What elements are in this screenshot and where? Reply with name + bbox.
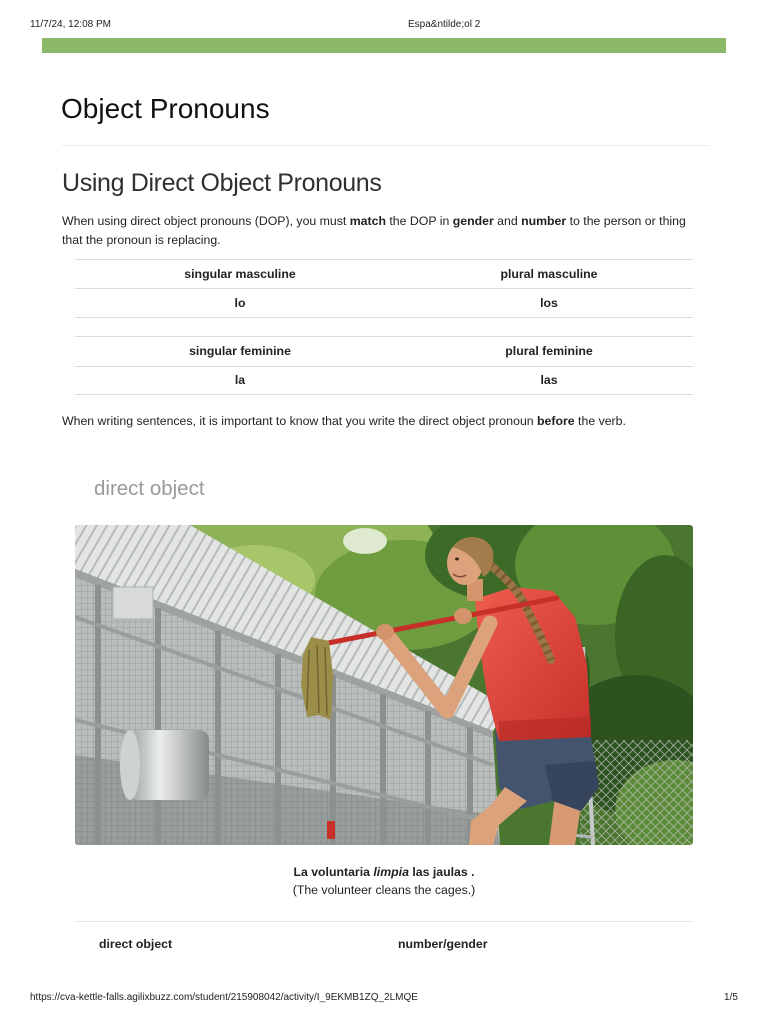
section-title: Using Direct Object Pronouns [62,169,382,197]
table-row [75,337,693,367]
metal-bowl-rim [120,730,140,800]
cage-post [380,694,386,845]
example-heading: direct object [94,477,205,500]
keyword-number: number [521,214,567,228]
photo-caption [75,864,693,899]
intro-text: the DOP in [385,214,453,228]
note-text: the verb. [574,414,626,428]
breakdown-header-direct-object: direct object [99,937,173,951]
table-row [75,367,693,395]
header-plural-feminine: plural feminine [505,344,593,358]
keyword-before: before [537,414,575,428]
pronoun-la: la [234,373,246,387]
breakdown-divider [75,921,693,922]
header-plural-masculine: plural masculine [500,267,598,281]
cage-post [425,711,431,845]
intro-text: to the person or thing that the pronoun is replacing. [62,214,686,247]
header-singular-masculine: singular masculine [184,267,296,281]
red-latch [327,821,335,839]
table-row [75,260,693,289]
cage-post [275,654,281,845]
example-sentence [75,864,693,882]
table-row [75,289,693,318]
shirt-hem [499,717,591,741]
volunteer-photo [75,525,693,845]
keyword-match: match [349,214,386,228]
dop-table [75,259,693,395]
eye [455,558,459,561]
table-spacer-row [75,318,693,337]
cage-box [113,587,153,619]
banner [42,38,726,53]
sentence-object: las jaulas . [408,865,475,879]
print-datetime: 11/7/24, 12:08 PM [30,19,111,30]
page-indicator: 1/5 [724,992,738,1003]
chain-link-fence [580,740,693,845]
photo-illustration [75,525,693,845]
sentence-translation: (The volunteer cleans the cages.) [292,882,476,897]
pronoun-los: los [540,296,558,310]
page-title: Object Pronouns [61,93,270,124]
breakdown-header-number-gender: number/gender [398,937,488,951]
print-document-title: Espa&ntilde;ol 2 [408,19,481,30]
pronoun-las: las [540,373,558,387]
print-url: https://cva-kettle-falls.agilixbuzz.com/student/215908042/activity/I_9EKMB1ZQ_2LMQE [30,992,418,1003]
placement-note [62,412,698,431]
pronoun-lo: lo [234,296,246,310]
intro-paragraph [62,212,698,250]
cage-post [215,631,221,845]
intro-text: When using direct object pronouns (DOP), you must [62,214,350,228]
note-text: When writing sentences, it is important to know that you write the direct object pronoun [62,414,538,428]
header-singular-feminine: singular feminine [189,344,291,358]
sky-patch [343,528,387,554]
intro-text: and [493,214,522,228]
keyword-gender: gender [452,214,494,228]
title-divider [62,145,710,146]
hand [454,608,472,624]
hand [376,624,394,640]
sentence-verb: limpia [373,865,409,879]
sentence-subject: La voluntaria [293,865,374,879]
